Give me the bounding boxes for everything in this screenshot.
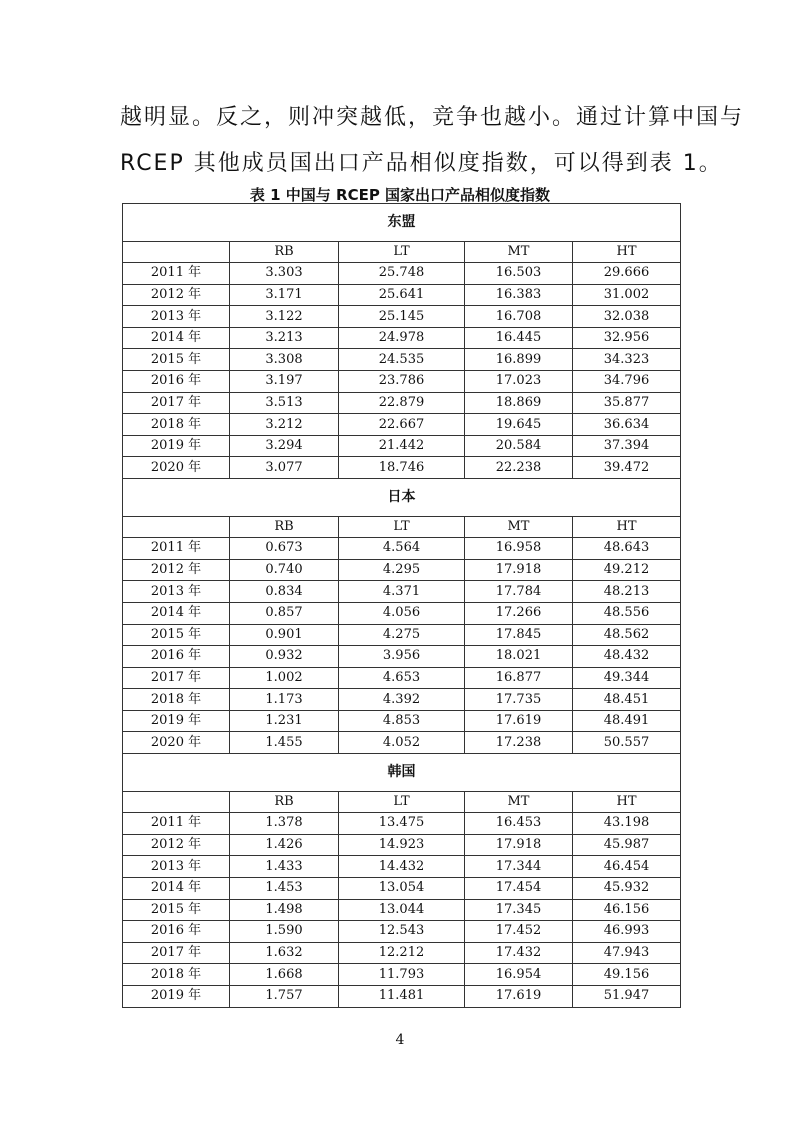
value-cell: 0.901 [230,624,339,646]
value-cell: 46.993 [573,921,681,943]
value-cell: 3.213 [230,327,339,349]
table-row [123,371,681,393]
year-cell: 2015 年 [123,899,230,921]
table-row [123,435,681,457]
column-header: RB [230,791,339,813]
value-cell: 18.746 [339,457,465,479]
table-row [123,985,681,1007]
column-header-row [123,241,681,263]
year-cell: 2020 年 [123,732,230,754]
value-cell: 17.784 [465,581,573,603]
value-cell: 0.857 [230,602,339,624]
value-cell: 25.145 [339,306,465,328]
value-cell: 1.498 [230,899,339,921]
table-row [123,349,681,371]
group-name: 日本 [123,479,681,517]
table-row [123,414,681,436]
value-cell: 18.869 [465,392,573,414]
value-cell: 29.666 [573,263,681,285]
value-cell: 1.757 [230,985,339,1007]
table-row [123,284,681,306]
value-cell: 17.619 [465,985,573,1007]
value-cell: 16.445 [465,327,573,349]
value-cell: 16.453 [465,813,573,835]
year-cell: 2011 年 [123,813,230,835]
table-row [123,581,681,603]
value-cell: 17.432 [465,942,573,964]
value-cell: 17.918 [465,559,573,581]
year-cell: 2013 年 [123,856,230,878]
value-cell: 34.323 [573,349,681,371]
table-row [123,942,681,964]
value-cell: 18.021 [465,646,573,668]
year-cell: 2012 年 [123,559,230,581]
column-header: MT [465,791,573,813]
value-cell: 17.023 [465,371,573,393]
table-row [123,624,681,646]
year-cell: 2014 年 [123,327,230,349]
value-cell: 4.853 [339,710,465,732]
value-cell: 0.740 [230,559,339,581]
column-header: LT [339,516,465,538]
column-header: LT [339,791,465,813]
year-cell: 2013 年 [123,581,230,603]
year-cell: 2019 年 [123,435,230,457]
value-cell: 3.122 [230,306,339,328]
table-row [123,689,681,711]
table-caption: 表 1 中国与 RCEP 国家出口产品相似度指数 [249,186,551,204]
table-row [123,306,681,328]
value-cell: 32.956 [573,327,681,349]
similarity-index-table [122,203,681,1008]
group-header-row [123,204,681,242]
value-cell: 48.491 [573,710,681,732]
value-cell: 3.956 [339,646,465,668]
value-cell: 48.562 [573,624,681,646]
value-cell: 17.845 [465,624,573,646]
value-cell: 23.786 [339,371,465,393]
value-cell: 3.294 [230,435,339,457]
value-cell: 17.619 [465,710,573,732]
value-cell: 13.475 [339,813,465,835]
table-row [123,646,681,668]
value-cell: 25.748 [339,263,465,285]
value-cell: 34.796 [573,371,681,393]
value-cell: 43.198 [573,813,681,835]
value-cell: 4.275 [339,624,465,646]
table-row [123,457,681,479]
value-cell: 20.584 [465,435,573,457]
year-cell: 2018 年 [123,414,230,436]
value-cell: 1.433 [230,856,339,878]
value-cell: 1.455 [230,732,339,754]
value-cell: 4.564 [339,538,465,560]
value-cell: 3.212 [230,414,339,436]
value-cell: 14.923 [339,834,465,856]
column-header: HT [573,241,681,263]
value-cell: 1.002 [230,667,339,689]
group-name: 韩国 [123,754,681,792]
column-header: HT [573,516,681,538]
value-cell: 16.954 [465,964,573,986]
value-cell: 4.392 [339,689,465,711]
value-cell: 3.513 [230,392,339,414]
table-row [123,538,681,560]
year-cell: 2019 年 [123,710,230,732]
group-header-row [123,479,681,517]
value-cell: 11.793 [339,964,465,986]
value-cell: 17.735 [465,689,573,711]
table-row [123,263,681,285]
value-cell: 3.077 [230,457,339,479]
column-header [123,241,230,263]
value-cell: 37.394 [573,435,681,457]
column-header [123,791,230,813]
value-cell: 46.454 [573,856,681,878]
value-cell: 4.653 [339,667,465,689]
value-cell: 16.899 [465,349,573,371]
value-cell: 12.212 [339,942,465,964]
value-cell: 3.171 [230,284,339,306]
value-cell: 47.943 [573,942,681,964]
value-cell: 0.834 [230,581,339,603]
year-cell: 2017 年 [123,392,230,414]
table-row [123,813,681,835]
value-cell: 49.344 [573,667,681,689]
value-cell: 32.038 [573,306,681,328]
year-cell: 2013 年 [123,306,230,328]
table-row [123,667,681,689]
year-cell: 2019 年 [123,985,230,1007]
value-cell: 1.173 [230,689,339,711]
value-cell: 1.426 [230,834,339,856]
value-cell: 45.987 [573,834,681,856]
value-cell: 1.378 [230,813,339,835]
value-cell: 24.535 [339,349,465,371]
value-cell: 13.044 [339,899,465,921]
year-cell: 2016 年 [123,371,230,393]
year-cell: 2012 年 [123,834,230,856]
year-cell: 2014 年 [123,602,230,624]
column-header-row [123,791,681,813]
column-header: RB [230,516,339,538]
column-header: MT [465,241,573,263]
table-row [123,559,681,581]
value-cell: 1.632 [230,942,339,964]
table-row [123,732,681,754]
value-cell: 17.345 [465,899,573,921]
value-cell: 17.454 [465,877,573,899]
value-cell: 22.667 [339,414,465,436]
table-row [123,877,681,899]
column-header [123,516,230,538]
value-cell: 3.303 [230,263,339,285]
value-cell: 14.432 [339,856,465,878]
value-cell: 48.451 [573,689,681,711]
value-cell: 17.344 [465,856,573,878]
value-cell: 4.371 [339,581,465,603]
value-cell: 51.947 [573,985,681,1007]
year-cell: 2020 年 [123,457,230,479]
value-cell: 12.543 [339,921,465,943]
value-cell: 17.238 [465,732,573,754]
table-row [123,899,681,921]
value-cell: 4.052 [339,732,465,754]
value-cell: 1.453 [230,877,339,899]
table-row [123,856,681,878]
year-cell: 2015 年 [123,624,230,646]
year-cell: 2011 年 [123,538,230,560]
column-header: MT [465,516,573,538]
year-cell: 2014 年 [123,877,230,899]
value-cell: 48.213 [573,581,681,603]
value-cell: 48.432 [573,646,681,668]
value-cell: 17.918 [465,834,573,856]
value-cell: 16.383 [465,284,573,306]
value-cell: 4.295 [339,559,465,581]
value-cell: 0.932 [230,646,339,668]
table-row [123,327,681,349]
paragraph-line-2: RCEP 其他成员国出口产品相似度指数，可以得到表 1。 [120,151,723,176]
table-row [123,964,681,986]
table-row [123,921,681,943]
paragraph-line-1: 越明显。反之，则冲突越低，竞争也越小。通过计算中国与 [120,105,745,130]
year-cell: 2015 年 [123,349,230,371]
column-header: RB [230,241,339,263]
value-cell: 1.231 [230,710,339,732]
column-header-row [123,516,681,538]
value-cell: 3.197 [230,371,339,393]
value-cell: 50.557 [573,732,681,754]
value-cell: 49.156 [573,964,681,986]
year-cell: 2016 年 [123,921,230,943]
value-cell: 16.708 [465,306,573,328]
year-cell: 2016 年 [123,646,230,668]
value-cell: 13.054 [339,877,465,899]
year-cell: 2018 年 [123,964,230,986]
value-cell: 4.056 [339,602,465,624]
value-cell: 16.877 [465,667,573,689]
value-cell: 31.002 [573,284,681,306]
value-cell: 46.156 [573,899,681,921]
value-cell: 19.645 [465,414,573,436]
value-cell: 48.556 [573,602,681,624]
value-cell: 48.643 [573,538,681,560]
value-cell: 36.634 [573,414,681,436]
value-cell: 17.266 [465,602,573,624]
value-cell: 39.472 [573,457,681,479]
value-cell: 45.932 [573,877,681,899]
value-cell: 1.668 [230,964,339,986]
year-cell: 2011 年 [123,263,230,285]
table-row [123,602,681,624]
value-cell: 22.879 [339,392,465,414]
group-header-row [123,754,681,792]
year-cell: 2012 年 [123,284,230,306]
year-cell: 2017 年 [123,942,230,964]
value-cell: 16.503 [465,263,573,285]
column-header: HT [573,791,681,813]
value-cell: 3.308 [230,349,339,371]
table-row [123,392,681,414]
page-number: 4 [395,1032,405,1048]
value-cell: 22.238 [465,457,573,479]
value-cell: 0.673 [230,538,339,560]
group-name: 东盟 [123,204,681,242]
value-cell: 1.590 [230,921,339,943]
value-cell: 49.212 [573,559,681,581]
value-cell: 21.442 [339,435,465,457]
value-cell: 25.641 [339,284,465,306]
table-row [123,710,681,732]
year-cell: 2018 年 [123,689,230,711]
year-cell: 2017 年 [123,667,230,689]
column-header: LT [339,241,465,263]
table-row [123,834,681,856]
value-cell: 35.877 [573,392,681,414]
value-cell: 24.978 [339,327,465,349]
value-cell: 11.481 [339,985,465,1007]
value-cell: 17.452 [465,921,573,943]
value-cell: 16.958 [465,538,573,560]
